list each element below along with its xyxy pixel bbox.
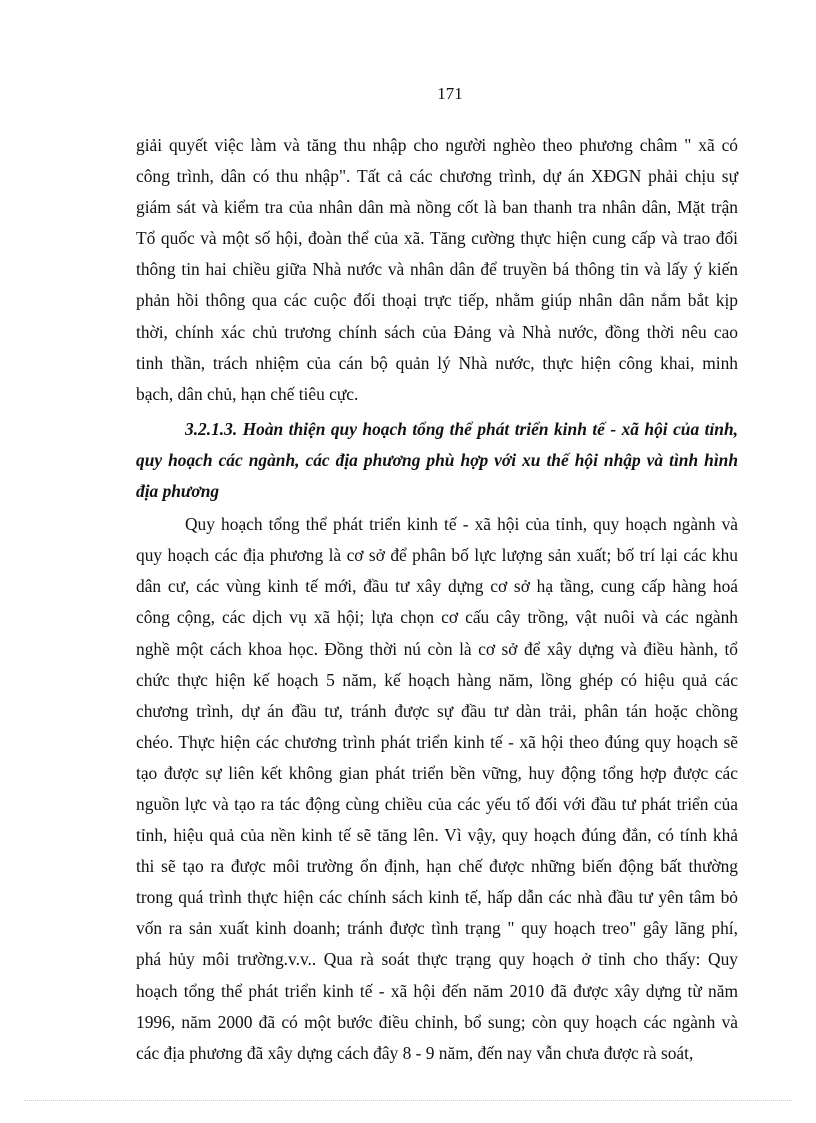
paragraph-2 (136, 509, 738, 1069)
text-line: giám sát và kiểm tra của nhân dân mà nồng cốt là ban thanh tra nhân dân, Mặt trận (136, 197, 738, 218)
text-line: quy hoạch các địa phương là cơ sở để phân bố lực lượng sản xuất; bố trí lại các khu (136, 545, 738, 566)
text-line: trong quá trình thực hiện các chính sách kinh tế, hấp dẫn các nhà đầu tư yên tâm bỏ (136, 887, 738, 908)
text-line: bạch, dân chủ, hạn chế tiêu cực. (136, 383, 359, 404)
page-number: 171 (437, 84, 463, 103)
page-bottom-divider (24, 1100, 792, 1101)
text-line: các địa phương đã xây dựng cách đây 8 - 9 năm, đến nay vẫn chưa được rà soát, (136, 1042, 694, 1063)
text-line: chéo. Thực hiện các chương trình phát triển kinh tế - xã hội theo đúng quy hoạch sẽ (136, 731, 738, 752)
text-line: thi sẽ tạo ra được môi trường ổn định, hạn chế được những biến động bất thường (136, 856, 738, 877)
text-line: giải quyết việc làm và tăng thu nhập cho người nghèo theo phương châm " xã có (136, 135, 738, 155)
text-line: phá hủy môi trường.v.v.. Qua rà soát thực trạng quy hoạch ở tỉnh cho thấy: Quy (136, 949, 738, 970)
text-line: chương trình, dự án đầu tư, tránh được sự đầu tư dàn trải, phân tán hoặc chồng (136, 700, 738, 721)
text-line: thời, chính xác chủ trương chính sách của Đảng và Nhà nước, đồng thời nêu cao (136, 321, 738, 342)
heading-line: địa phương (136, 481, 220, 502)
text-line: nghề một cách khoa học. Đồng thời nú còn là cơ sở để xây dựng và điều hành, tổ (136, 638, 738, 659)
text-line: tạo được sự liên kết không gian phát triển bền vững, huy động tổng hợp được các (136, 762, 738, 783)
text-line: tỉnh, hiệu quả của nền kinh tế sẽ tăng lên. Vì vậy, quy hoạch đúng đắn, có tính khả (136, 825, 738, 846)
section-heading (136, 414, 738, 507)
text-line: nguồn lực và tạo ra tác động cùng chiều của các yếu tố đối với đầu tư phát triển của (136, 793, 738, 814)
text-line: thông tin hai chiều giữa Nhà nước và nhân dân để truyền bá thông tin và lấy ý kiến (136, 259, 738, 280)
text-line: Quy hoạch tổng thể phát triển kinh tế - xã hội của tỉnh, quy hoạch ngành và (185, 514, 738, 535)
document-body (136, 130, 738, 1069)
text-line: hoạch tổng thể phát triển kinh tế - xã hội đến năm 2010 đã được xây dựng từ năm (136, 980, 738, 1001)
text-line: công trình, dân có thu nhập". Tất cả các chương trình, dự án XĐGN phải chịu sự (136, 166, 738, 187)
heading-line: 3.2.1.3. Hoàn thiện quy hoạch tổng thể phát triển kinh tế - xã hội của tỉnh, (185, 418, 738, 439)
text-line: vốn ra sản xuất kinh doanh; tránh được tình trạng " quy hoạch treo" gây lãng phí, (136, 918, 738, 939)
text-line: công cộng, các dịch vụ xã hội; lựa chọn cơ cấu cây trồng, vật nuôi và các ngành (136, 607, 738, 628)
text-line: 1996, năm 2000 đã có một bước điều chỉnh, bổ sung; còn quy hoạch các ngành và (136, 1011, 738, 1032)
text-line: chức thực hiện kế hoạch 5 năm, kế hoạch hàng năm, lồng ghép có hiệu quả các (136, 669, 738, 690)
paragraph-1 (136, 130, 738, 410)
text-line: phản hồi thông qua các cuộc đối thoại trực tiếp, nhằm giúp nhân dân nắm bắt kịp (136, 290, 738, 311)
heading-line: quy hoạch các ngành, các địa phương phù hợp với xu thế hội nhập và tình hình (136, 449, 738, 470)
text-line: dân cư, các vùng kinh tế mới, đầu tư xây dựng cơ sở hạ tầng, cung cấp hàng hoá (136, 576, 738, 597)
text-line: tinh thần, trách nhiệm của cán bộ quản lý Nhà nước, thực hiện công khai, minh (136, 352, 738, 373)
text-line: Tổ quốc và một số hội, đoàn thể của xã. Tăng cường thực hiện cung cấp và trao đổi (136, 228, 738, 249)
